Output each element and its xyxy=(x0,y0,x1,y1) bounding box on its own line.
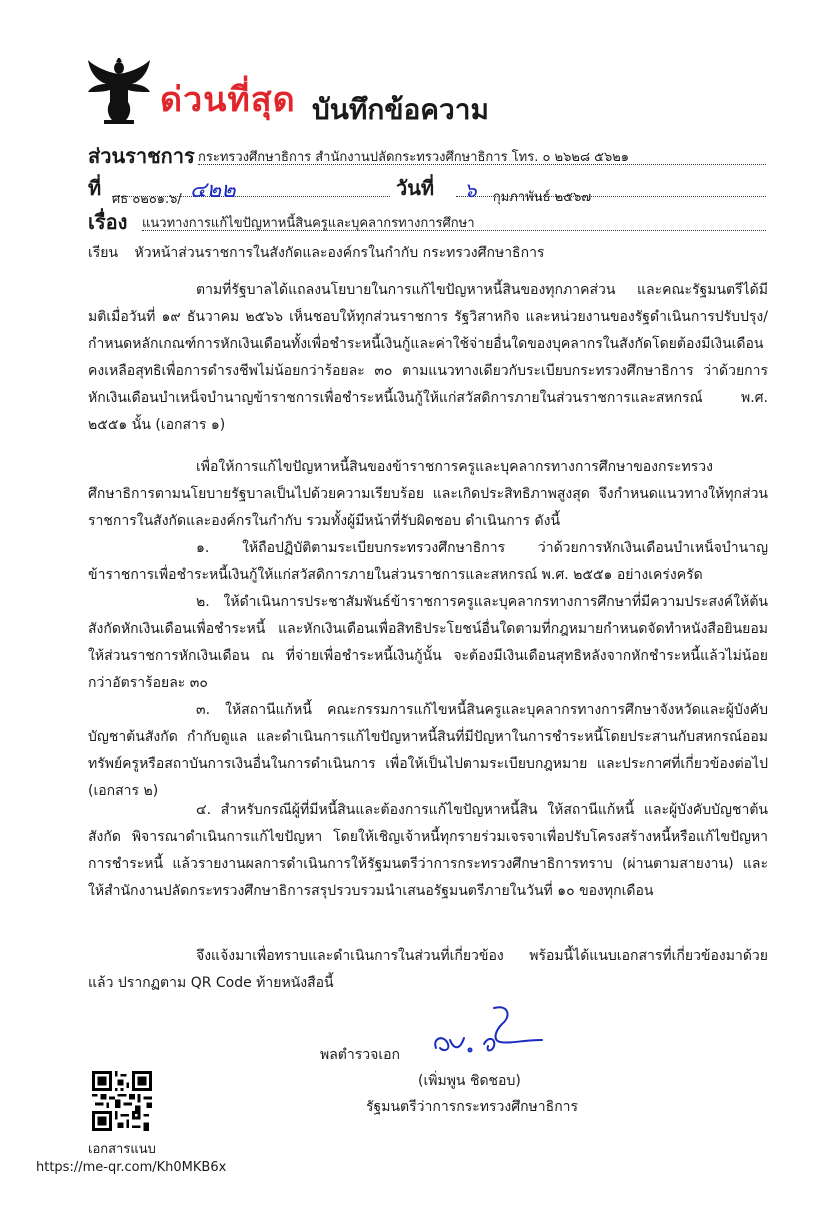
list-item-2: ๒. ให้ดำเนินการประชาสัมพันธ์ข้าราชการครูและบุคลากรทางการศึกษาที่มีความประสงค์ให้ต้นสังกัดหักเงินเดือนเพื่อชำระหนี้ และหักเงินเดือนเพื่อสิทธิประโยชน์อื่นใดตามที่กฎหมายกำหนดจัดทำหนังสือยินยอมให้ส่วนราชการหักเงินเดือน ณ ที่จ่ายเพื่อชำระหนี้เงินกู้นั้น จะต้องมีเงินเดือนสุทธิหลังจากหักชำระหนี้แล้วไม่น้อยกว่าอัตราร้อยละ ๓๐ xyxy=(88,594,768,691)
garuda-emblem-icon xyxy=(86,58,152,126)
date-day-handwritten: ๖ xyxy=(464,178,477,202)
ref-number-handwritten: ๔๒๒ xyxy=(189,178,236,203)
signer-name: (เพิ่มพูน ชิดชอบ) xyxy=(418,1073,521,1089)
page-title: บันทึกข้อความ xyxy=(312,93,489,126)
agency-field xyxy=(198,146,766,165)
date-field xyxy=(456,178,766,205)
list-item-4: ๔. สำหรับกรณีผู้ที่มีหนี้สินและต้องการแก้ไขปัญหาหนี้สิน ให้สถานีแก้หนี้ และผู้บังคับบัญชาต้นสังกัด พิจารณาดำเนินการแก้ไขปัญหา โดยให้เชิญเจ้าหนี้ทุกรายร่วมเจรจาเพื่อปรับโครงสร้างหนี้หรือแก้ไขปัญหาการชำระหนี้ แล้วรายงานผลการดำเนินการให้รัฐมนตรีว่าการกระทรวงศึกษาธิการทราบ (ผ่านตามสายงาน) และให้สำนักงานปลัดกระทรวงศึกษาธิการสรุปรวบรวมนำเสนอรัฐมนตรีภายในวันที่ ๑๐ ของทุกเดือน xyxy=(88,802,768,899)
subject-value: แนวทางการแก้ไขปัญหาหนี้สินครูและบุคลากรทางการศึกษา xyxy=(142,216,475,231)
subject-field xyxy=(142,212,766,231)
agency-label: ส่วนราชการ xyxy=(88,144,195,168)
qr-code-icon[interactable] xyxy=(92,1071,152,1131)
list-item-3: ๓. ให้สถานีแก้หนี้ คณะกรรมการแก้ไขหนี้สินครูและบุคลากรทางการศึกษาจังหวัดและผู้บังคับบัญชาต้นสังกัด กำกับดูแล และดำเนินการแก้ไขปัญหาหนี้สินที่มีปัญหาในการชำระหนี้โดยประสานกับสหกรณ์ออมทรัพย์ครูหรือสถาบันการเงินอื่นในการดำเนินการ เพื่อให้เป็นไปตามระเบียบกฎหมาย และประกาศที่เกี่ยวข้องต่อไป (เอกสาร ๒) xyxy=(88,702,768,799)
salutation-label: เรียน xyxy=(88,245,119,261)
ref-label: ที่ xyxy=(88,176,102,200)
urgent-stamp: ด่วนที่สุด xyxy=(160,80,296,120)
signer-position: รัฐมนตรีว่าการกระทรวงศึกษาธิการ xyxy=(366,1099,579,1115)
salutation-value: หัวหน้าส่วนราชการในสังกัดและองค์กรในกำกับ กระทรวงศึกษาธิการ xyxy=(134,245,545,261)
date-label: วันที่ xyxy=(396,176,435,200)
salutation xyxy=(88,240,544,267)
signer-rank: พลตำรวจเอก xyxy=(320,1047,401,1063)
attachment-url[interactable]: https://me-qr.com/Kh0MKB6x xyxy=(36,1160,227,1175)
paragraph-2: เพื่อให้การแก้ไขปัญหาหนี้สินของข้าราชการครูและบุคลากรทางการศึกษาของกระทรวงศึกษาธิการตามนโยบายรัฐบาลเป็นไปด้วยความเรียบร้อย และเกิดประสิทธิภาพสูงสุด จึงกำหนดแนวทางให้ทุกส่วนราชการในสังกัดและองค์กรในกำกับ รวมทั้งผู้มีหน้าที่รับผิดชอบ ดำเนินการ ดังนี้ xyxy=(88,459,768,529)
agency-value: กระทรวงศึกษาธิการ สำนักงานปลัดกระทรวงศึกษาธิการ โทร. ๐ ๒๖๒๘ ๕๖๒๑ xyxy=(198,150,630,165)
attachment-label: เอกสารแนบ xyxy=(88,1142,156,1157)
subject-label: เรื่อง xyxy=(88,210,128,234)
paragraph-1: ตามที่รัฐบาลได้แถลงนโยบายในการแก้ไขปัญหาหนี้สินของทุกภาคส่วน และคณะรัฐมนตรีได้มีมติเมื่อวันที่ ๑๙ ธันวาคม ๒๕๖๖ เห็นชอบให้ทุกส่วนราชการ รัฐวิสาหกิจ และหน่วยงานของรัฐดำเนินการปรับปรุง/กำหนดหลักเกณฑ์การหักเงินเดือนทั้งเพื่อชำระหนี้เงินกู้และค่าใช้จ่ายอื่นใดของบุคลากรในสังกัดโดยต้องมีเงินเดือนคงเหลือสุทธิเพื่อการดำรงชีพไม่น้อยกว่าร้อยละ ๓๐ ตามแนวทางเดียวกับระเบียบกระทรวงศึกษาธิการ ว่าด้วยการหักเงินเดือนบำเหน็จบำนาญข้าราชการเพื่อชำระหนี้เงินกู้ให้แก่สวัสดิการภายในส่วนราชการและสหกรณ์ พ.ศ. ๒๕๕๑ นั้น (เอกสาร ๑) xyxy=(88,282,768,433)
signature-mark-icon xyxy=(430,1004,550,1064)
closing-paragraph: จึงแจ้งมาเพื่อทราบและดำเนินการในส่วนที่เกี่ยวข้อง พร้อมนี้ได้แนบเอกสารที่เกี่ยวข้องมาด้วยแล้ว ปรากฏตาม QR Code ท้ายหนังสือนี้ xyxy=(88,948,768,991)
list-item-1: ๑. ให้ถือปฏิบัติตามระเบียบกระทรวงศึกษาธิการ ว่าด้วยการหักเงินเดือนบำเหน็จบำนาญข้าราชการเพื่อชำระหนี้เงินกู้ให้แก่สวัสดิการภายในส่วนราชการและสหกรณ์ พ.ศ. ๒๕๕๑ อย่างเคร่งครัด xyxy=(88,540,768,583)
ref-value: ศธ ๐๒๐๑.๖/ xyxy=(112,192,182,207)
date-value: กุมภาพันธ์ ๒๕๖๗ xyxy=(492,190,592,205)
ref-field xyxy=(112,178,390,207)
